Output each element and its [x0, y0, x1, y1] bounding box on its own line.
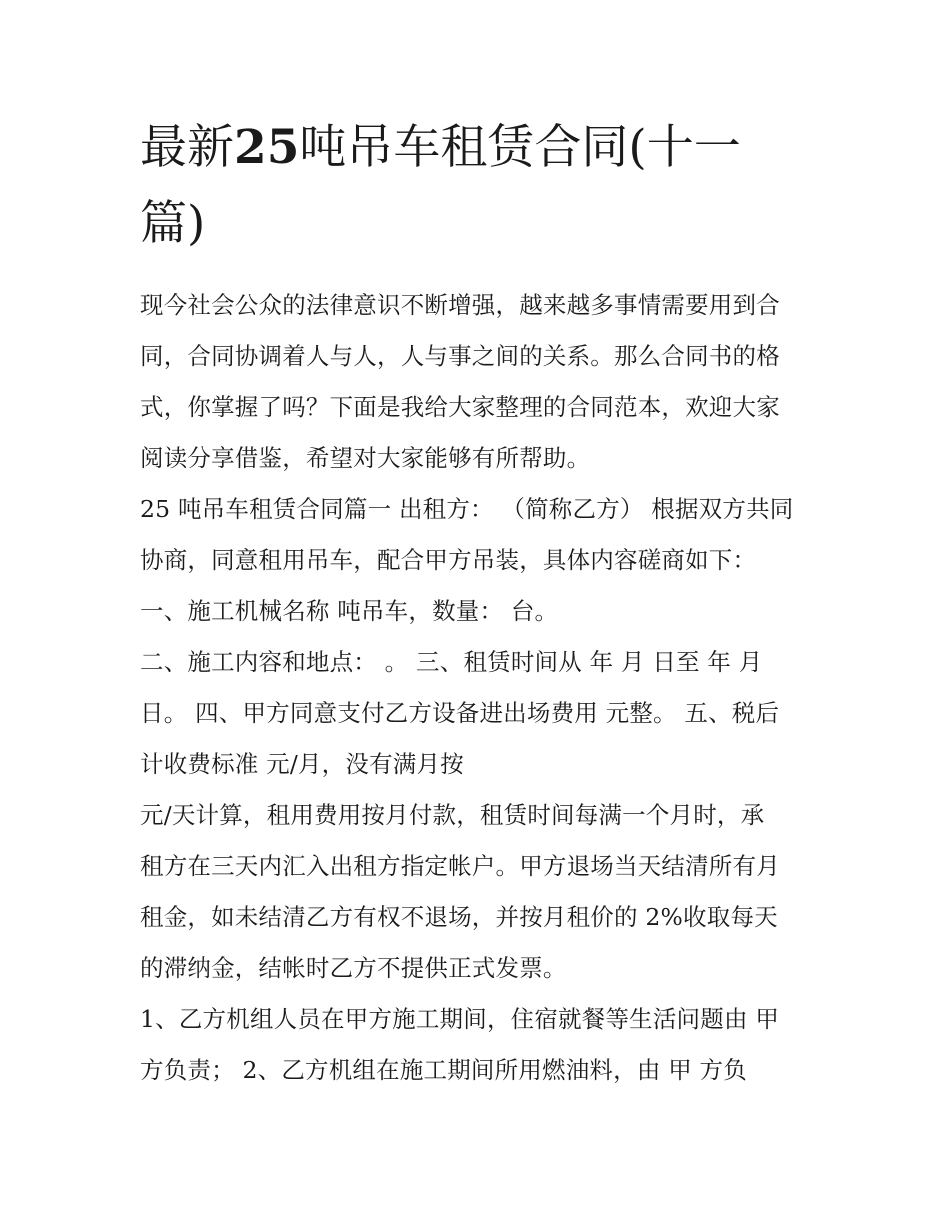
text-line: 现今社会公众的法律意识不断增强，越来越多事情需要用到合	[140, 291, 780, 319]
title-suffix: 吨吊车租赁合同(十一	[299, 120, 741, 175]
text-line: 计收费标准 元/月，没有满月按	[140, 750, 464, 778]
text-line: 阅读分享借鉴，希望对大家能够有所帮助。	[140, 444, 591, 472]
text-line: 的滞纳金，结帐时乙方不提供正式发票。	[140, 954, 567, 982]
contract-paragraph-2	[140, 790, 820, 994]
document-page	[140, 110, 820, 1096]
title-line-2: 篇)	[140, 196, 206, 251]
text-line: 日。 四、甲方同意支付乙方设备进出场费用 元整。 五、税后	[140, 699, 780, 727]
text-line: 二、施工内容和地点： 。 三、租赁时间从 年 月 日至 年 月	[140, 648, 763, 676]
title-prefix: 最新	[140, 120, 234, 175]
text-line: 租金，如未结清乙方有权不退场，并按月租价的 2%收取每天	[140, 903, 778, 931]
document-title	[140, 110, 820, 262]
text-line: 协商，同意租用吊车，配合甲方吊装，具体内容磋商如下：	[140, 546, 757, 574]
title-number: 25	[234, 120, 300, 175]
intro-paragraph	[140, 280, 820, 484]
text-line: 25 吨吊车租赁合同篇一 出租方： （简称乙方） 根据双方共同	[140, 495, 794, 523]
text-line: 方负责； 2、乙方机组在施工期间所用燃油料，由 甲 方负	[140, 1056, 747, 1084]
text-line: 租方在三天内汇入出租方指定帐户。甲方退场当天结清所有月	[140, 852, 780, 880]
text-line: 1、乙方机组人员在甲方施工期间，住宿就餐等生活问题由 甲	[140, 1005, 780, 1033]
text-line: 同，合同协调着人与人，人与事之间的关系。那么合同书的格	[140, 342, 780, 370]
title-line-1	[140, 110, 820, 186]
text-line: 式，你掌握了吗？下面是我给大家整理的合同范本，欢迎大家	[140, 393, 780, 421]
text-line: 元/天计算，租用费用按月付款，租赁时间每满一个月时，承	[140, 801, 765, 829]
contract-paragraph-3	[140, 994, 820, 1096]
contract-paragraph-1	[140, 484, 820, 790]
text-line: 一、施工机械名称 吨吊车，数量： 台。	[140, 597, 559, 625]
